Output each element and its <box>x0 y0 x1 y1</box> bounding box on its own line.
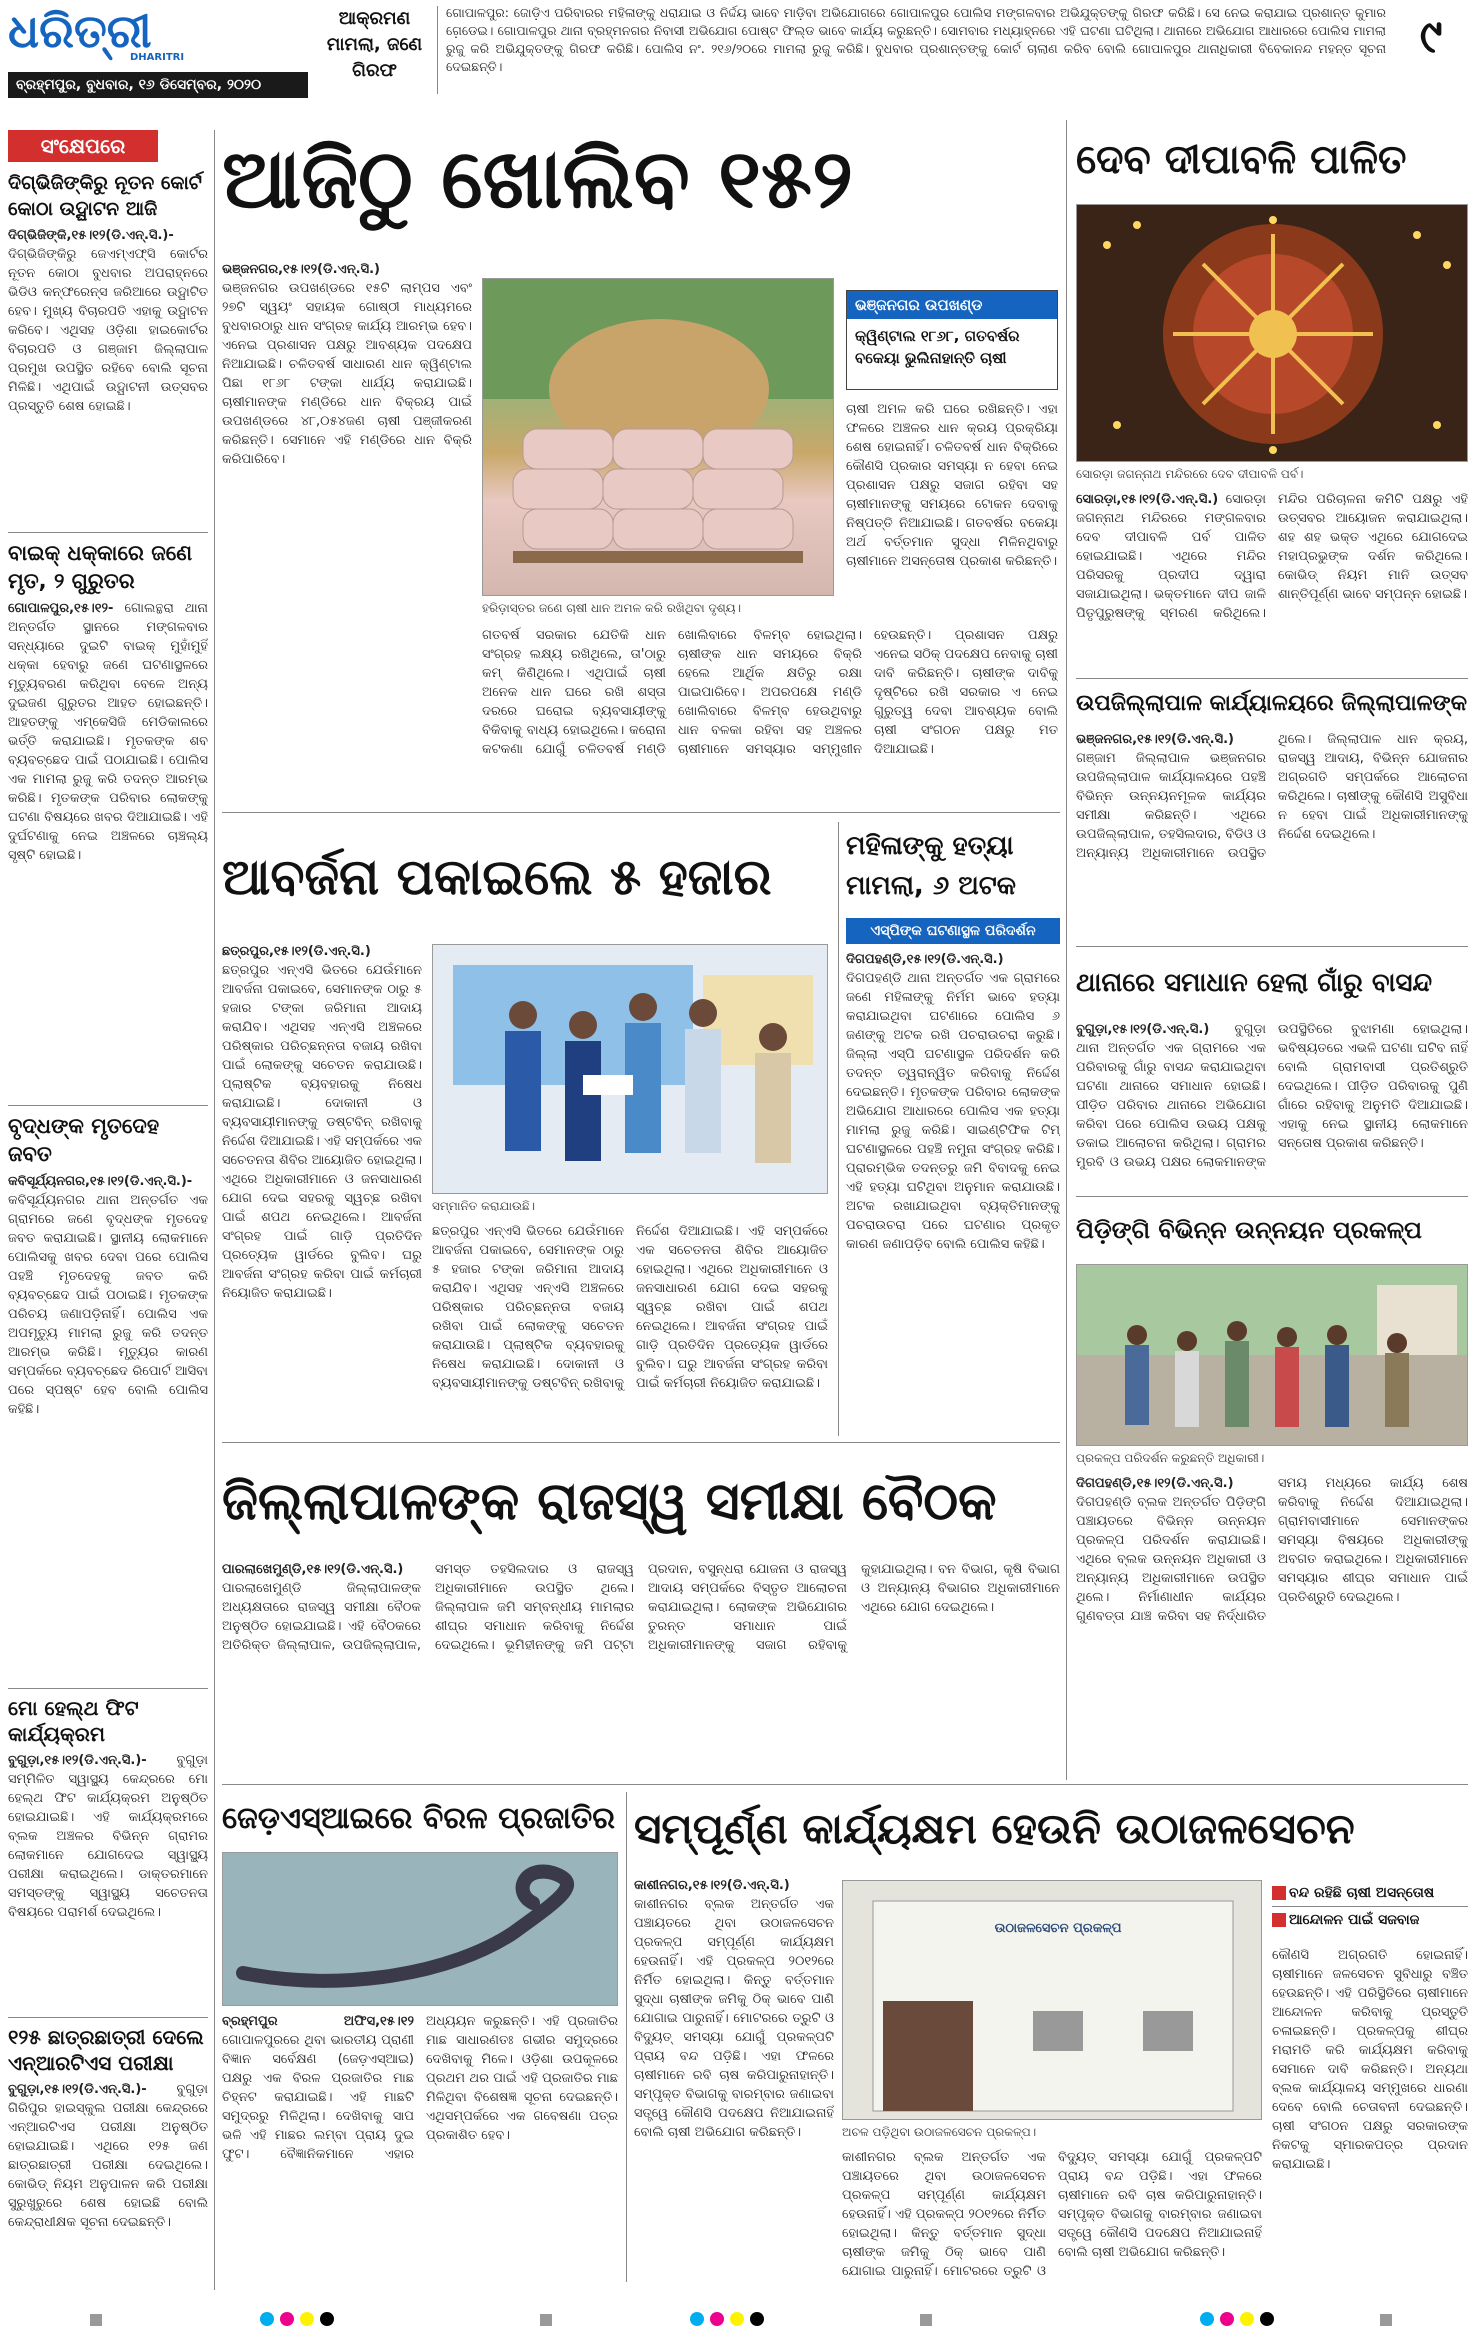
date-text: ବ୍ରହ୍ମପୁର, ବୁଧବାର, ୧୬ ଡିସେମ୍ବର, ୨୦୨୦ <box>16 77 262 93</box>
masthead <box>0 0 1476 100</box>
bottom-top-rule <box>222 1784 1468 1785</box>
sidebar-item-title: ଦିଗ୍ଭିଜିଙ୍କିରୁ ନୂତନ କୋର୍ଟ କୋଠା ଉଦ୍ଘାଟନ ଆଜି <box>8 172 202 220</box>
garbage-top-rule <box>222 812 1060 813</box>
irrigation-photo <box>842 1880 1262 2120</box>
registration-dot-black <box>750 2312 764 2326</box>
registration-dot-magenta <box>280 2312 294 2326</box>
mandi-body-left: ଭଞ୍ଜନଗର,୧୫।୧୨(ଡି.ଏନ୍.ସି.) ଭଞ୍ଜନଗର ଉପଖଣ୍ଡରେ ୧୫ଟି ଲାମ୍ପସ ଏବଂ ୨୭ଟି ସ୍ୱୟଂ ସହାୟକ ଗୋଷ୍ଠୀ ମାଧ୍ୟମରେ ବୁଧବାରଠାରୁ ଧାନ ସଂଗ୍ରହ କାର୍ଯ୍ୟ ଆରମ୍ଭ ହେବ। ଏନେଇ ପ୍ରଶାସନ ପକ୍ଷରୁ ଆବଶ୍ୟକ ପଦକ୍ଷେପ ନିଆଯାଇଛି। ଚଳିତବର୍ଷ ସାଧାରଣ ଧାନ କ୍ୱିଣ୍ଟାଲ ପିଛା ୧୮୬୮ ଟଙ୍କା ଧାର୍ଯ୍ୟ କରାଯାଇଛି। ଚାଷୀମାନଙ୍କ ମଣ୍ଡିରେ ଧାନ ବିକ୍ରୟ ପାଇଁ ଉପଖଣ୍ଡରେ ୪୮,୦୫୪ଜଣ ଚାଷୀ ପଞ୍ଜୀକରଣ କରିଛନ୍ତି। ସେମାନେ ଏହି ମଣ୍ଡିରେ ଧାନ ବିକ୍ରି କରିପାରିବେ। <box>222 262 472 467</box>
garbage-photo-caption: ସମ୍ମାନିତ କରାଯାଉଛି। <box>432 1199 535 1213</box>
paddy-sacks-image <box>483 279 834 596</box>
logo-sub: DHARITRI <box>130 52 185 63</box>
murder-tag: ଏସ୍‌ପିଙ୍କ ଘଟଣାସ୍ଥଳ ପରିଦର୍ଶନ <box>846 918 1060 944</box>
subcollector-body: ଭଞ୍ଜନଗର,୧୫।୧୨(ଡି.ଏନ୍.ସି.) ଗଞ୍ଜାମ ଜିଲ୍ଲାପାଳ ଭଞ୍ଜନଗର ଉପଜିଲ୍ଲାପାଳ କାର୍ଯ୍ୟାଳୟରେ ପହଞ୍ଚି ବିଭିନ୍ନ ଉନ୍ନୟନମୂଳକ କାର୍ଯ୍ୟର ସମୀକ୍ଷା କରିଛନ୍ତି। ଏଥିରେ ଉପଜିଲ୍ଲାପାଳ, ତହସିଲଦାର, ବିଡିଓ ଓ ଅନ୍ୟାନ୍ୟ ଅଧିକାରୀମାନେ ଉପସ୍ଥିତ ଥିଲେ। ଜିଲ୍ଲାପାଳ ଧାନ କ୍ରୟ, ରାଜସ୍ୱ ଆଦାୟ, ବିଭିନ୍ନ ଯୋଜନାର ଅଗ୍ରଗତି ସମ୍ପର୍କରେ ଆଲୋଚନା କରିଥିଲେ। ଚାଷୀଙ୍କୁ କୌଣସି ଅସୁବିଧା ନ ହେବା ପାଇଁ ଅଧିକାରୀମାନଙ୍କୁ ନିର୍ଦ୍ଦେଶ ଦେଇଥିଲେ। <box>1076 732 1468 861</box>
logo-text: ଧରିତ୍ରୀ <box>8 6 152 58</box>
sidebar-item-title: ବାଇକ୍ ଧକ୍କାରେ ଜଣେ ମୃତ, ୨ ଗୁରୁତର <box>8 541 193 593</box>
village-headline: ଥାନାରେ ସମାଧାନ ହେଲା ଗାଁରୁ ବାସନ୍ଦ <box>1076 968 1433 998</box>
irrigation-photo-sign: ଉଠାଜଳସେଚନ ପ୍ରକଳ୍ପ <box>994 1921 1122 1936</box>
registration-dot-yellow <box>730 2312 744 2326</box>
deepavali-body: ସୋରଡ଼ା,୧୫।୧୨(ଡି.ଏନ୍.ସି.) ସୋରଡ଼ା ଜଗନ୍ନାଥ ମନ୍ଦିରରେ ମଙ୍ଗଳବାର ଦେବ ଦୀପାବଳି ପର୍ବ ପାଳିତ ହୋଇଯାଇଛି। ଏଥିରେ ମନ୍ଦିର ପରିସରକୁ ପ୍ରଦୀପ ଦ୍ୱାରା ସଜାଯାଇଥିଲା। ଭକ୍ତମାନେ ଦୀପ ଜାଳି ପିତୃପୁରୁଷଙ୍କୁ ସ୍ମରଣ କରିଥିଲେ। ମନ୍ଦିର ପରିଚାଳନା କମିଟି ପକ୍ଷରୁ ଏହି ଉତ୍ସବର ଆୟୋଜନ କରାଯାଇଥିଲା। ଶହ ଶହ ଭକ୍ତ ଏଥିରେ ଯୋଗଦେଇ ମହାପ୍ରଭୁଙ୍କ ଦର୍ଶନ କରିଥିଲେ। କୋଭିଡ୍ ନିୟମ ମାନି ଉତ୍ସବ ଶାନ୍ତିପୂର୍ଣ୍ଣ ଭାବେ ସମ୍ପନ୍ନ ହୋଇଛି। <box>1076 492 1468 621</box>
irrigation-headline: ସମ୍ପୂର୍ଣ୍ଣ କାର୍ଯ୍ୟକ୍ଷମ ହେଉନି ଉଠାଜଳସେଚନ <box>634 1804 1355 1853</box>
pidingi-top-rule <box>1076 1196 1468 1197</box>
registration-dot-magenta <box>1220 2312 1234 2326</box>
irrigation-side-tag: ଆନ୍ଦୋଳନ ପାଇଁ ସଜବାଜ <box>1272 1907 1468 1933</box>
collector-top-rule <box>222 1442 1060 1443</box>
sidebar-item-body: ବୁଗୁଡ଼ା,୧୫।୧୨(ଡି.ଏନ୍.ସି.)- ବୁଗୁଡ଼ା ଗିରିପୁର ହାଇସ୍କୁଲ ପରୀକ୍ଷା କେନ୍ଦ୍ରରେ ଏନ୍ଆରଟିଏସ ପରୀକ୍ଷା ଅନୁଷ୍ଠିତ ହୋଇଯାଇଛି। ଏଥିରେ ୧୨୫ ଜଣ ଛାତ୍ରଛାତ୍ରୀ ପରୀକ୍ଷା ଦେଇଥିଲେ। କୋଭିଡ୍ ନିୟମ ଅନୁପାଳନ କରି ପରୀକ୍ଷା ସୁରୁଖୁରୁରେ ଶେଷ ହୋଇଛି ବୋଲି କେନ୍ଦ୍ରାଧୀକ୍ଷକ ସୂଚନା ଦେଇଛନ୍ତି। <box>8 2082 208 2230</box>
mandi-sidebox-label: ଭଞ୍ଜନଗର ଉପଖଣ୍ଡ <box>847 291 1057 319</box>
felicitation-image <box>433 945 828 1194</box>
irrigation-body-bottom: କାଶୀନଗର ବ୍ଲକ ଅନ୍ତର୍ଗତ ଏକ ପଞ୍ଚାୟତରେ ଥିବା ଉଠାଜଳସେଚନ ପ୍ରକଳ୍ପ ସମ୍ପୂର୍ଣ୍ଣ କାର୍ଯ୍ୟକ୍ଷମ ହେଉନାହିଁ। ଏହି ପ୍ରକଳ୍ପ ୨୦୧୨ରେ ନିର୍ମିତ ହୋଇଥିଲା। କିନ୍ତୁ ବର୍ତ୍ତମାନ ସୁଦ୍ଧା ଚାଷୀଙ୍କ ଜମିକୁ ଠିକ୍ ଭାବେ ପାଣି ଯୋଗାଇ ପାରୁନାହିଁ। ମୋଟରରେ ତ୍ରୁଟି ଓ ବିଦ୍ୟୁତ୍ ସମସ୍ୟା ଯୋଗୁଁ ପ୍ରକଳ୍ପଟି ପ୍ରାୟ ବନ୍ଦ ପଡ଼ିଛି। ଏହା ଫଳରେ ଚାଷୀମାନେ ରବି ଚାଷ କରିପାରୁନାହାନ୍ତି। ସମ୍ପୃକ୍ତ ବିଭାଗକୁ ବାରମ୍ବାର ଜଣାଇବା ସତ୍ତ୍ୱେ କୌଣସି ପଦକ୍ଷେପ ନିଆଯାଇନାହିଁ ବୋଲି ଚାଷୀ ଅଭିଯୋଗ କରିଛନ୍ତି। <box>842 2150 1262 2279</box>
village-top-rule <box>1076 946 1468 947</box>
sidebar-item-body: ଦିଗ୍ଭିଜିଙ୍କି,୧୫।୧୨(ଡି.ଏନ୍.ସି.)- ଦିଗ୍ଭିଜିଙ୍କିରୁ ଜେଏମ୍ଏଫ୍‌ସି କୋର୍ଟର ନୂତନ କୋଠା ବୁଧବାର ଅପରାହ୍ନରେ ଭିଡିଓ କନ୍ଫରେନ୍ସ ଜରିଆରେ ଉଦ୍ଘାଟିତ ହେବ। ମୁଖ୍ୟ ବିଚାରପତି ଏହାକୁ ଉଦ୍ଘାଟନ କରିବେ। ଏଥିସହ ଓଡ଼ିଶା ହାଇକୋର୍ଟର ବିଚାରପତି ଓ ଗଞ୍ଜାମ ଜିଲ୍ଲାପାଳ ପ୍ରମୁଖ ଉପସ୍ଥିତ ରହିବେ ବୋଲି ସୂଚନା ମିଳିଛି। ଏଥିପାଇଁ ଉଦ୍ଘାଟନୀ ଉତ୍ସବର ପ୍ରସ୍ତୁତି ଶେଷ ହୋଇଛି। <box>8 228 208 414</box>
sidebar-label: ସଂକ୍ଷେପରେ <box>8 130 158 162</box>
teaser-text: ଗୋପାଳପୁର: ଜୋଡ଼ିଏ ପରିବାରର ମହିଳାଙ୍କୁ ଧରାଯାଇ ଓ ନିର୍ଦ୍ଦୟ ଭାବେ ମାଡ଼ିବା ଅଭିଯୋଗରେ ଗୋପାଳପୁର ପୋଲିସ ମଙ୍ଗଳବାର ଅଭିଯୁକ୍ତଙ୍କୁ ଗିରଫ କରିଛି। ସେ ନେଇ କରାଯାଇ ପ୍ରଶାନ୍ତ କୁମାର ଗେଡେ଼ଇ। ଗୋପାଳପୁର ଥାନା ବ୍ରହ୍ମନଗର ନିବାସୀ ଅଭିଯୋଗ ପୋଷ୍ଟ ଫିଲ୍ଡ ଭାବେ କାର୍ଯ୍ୟ କରୁଛନ୍ତି। ସୋମବାର ମଧ୍ୟାହ୍ନରେ ଏହି ଘଟଣା ଘଟିଥିଲା। ଥାନାରେ ଅଭିଯୋଗ ଆଧାରରେ ପୋଲିସ ମାମଲା ରୁଜୁ କରି ଅଭିଯୁକ୍ତଙ୍କୁ ଗିରଫ କରିଛି। ପୋଲିସ ନଂ. ୨୧୬/୨୦ରେ ମାମଲା ରୁଜୁ କରିଛି। ବୁଧବାର ପ୍ରଶାନ୍ତଙ୍କୁ କୋର୍ଟ ଚାଲାଣ କରିବ ବୋଲି ଗୋପାଳପୁର ଥାନାଧିକାରୀ ବିବେକାନନ୍ଦ ମହନ୍ତ ସୂଚନା ଦେଇଛନ୍ତି। <box>446 5 1386 74</box>
irrigation-side-tag: ବନ୍ଦ ରହିଛି ଚାଷୀ ଅସନ୍ତୋଷ <box>1272 1880 1468 1907</box>
registration-bar <box>90 2314 102 2326</box>
pidingi-photo-caption: ପ୍ରକଳ୍ପ ପରିଦର୍ଶନ କରୁଛନ୍ତି ଅଧିକାରୀ। <box>1076 1451 1265 1465</box>
mandi-photo <box>482 278 834 596</box>
sidebar-item <box>8 170 208 526</box>
center-right-divider <box>1066 120 1067 1780</box>
collector-body: ପାରଲାଖେମୁଣ୍ଡି,୧୫।୧୨(ଡି.ଏନ୍.ସି.) ପାରଲାଖେମୁଣ୍ଡି ଜିଲ୍ଲାପାଳଙ୍କ ଅଧ୍ୟକ୍ଷତାରେ ରାଜସ୍ୱ ସମୀକ୍ଷା ବୈଠକ ଅନୁଷ୍ଠିତ ହୋଇଯାଇଛି। ଏହି ବୈଠକରେ ଅତିରିକ୍ତ ଜିଲ୍ଲାପାଳ, ଉପଜିଲ୍ଲାପାଳ, ସମସ୍ତ ତହସିଲଦାର ଓ ରାଜସ୍ୱ ଅଧିକାରୀମାନେ ଉପସ୍ଥିତ ଥିଲେ। ଜିଲ୍ଲାପାଳ ଜମି ସମ୍ବନ୍ଧୀୟ ମାମଲାର ଶୀଘ୍ର ସମାଧାନ କରିବାକୁ ନିର୍ଦ୍ଦେଶ ଦେଇଥିଲେ। ଭୂମିହୀନଙ୍କୁ ଜମି ପଟ୍ଟା ପ୍ରଦାନ, ବସୁନ୍ଧରା ଯୋଜନା ଓ ରାଜସ୍ୱ ଆଦାୟ ସମ୍ପର୍କରେ ବିସ୍ତୃତ ଆଲୋଚନା କରାଯାଇଥିଲା। ଲୋକଙ୍କ ଅଭିଯୋଗର ତୁରନ୍ତ ସମାଧାନ ପାଇଁ ଅଧିକାରୀମାନଙ୍କୁ ସଜାଗ ରହିବାକୁ କୁହାଯାଇଥିଲା। ବନ ବିଭାଗ, କୃଷି ବିଭାଗ ଓ ଅନ୍ୟାନ୍ୟ ବିଭାଗର ଅଧିକାରୀମାନେ ଏଥିରେ ଯୋଗ ଦେଇଥିଲେ। <box>222 1562 1060 1653</box>
mandi-body-bottom: ଗତବର୍ଷ ସରକାର ଯେତିକି ଧାନ ସଂଗ୍ରହ ଲକ୍ଷ୍ୟ ରଖିଥିଲେ, ତା'ଠାରୁ କମ୍ କିଣିଥିଲେ। ଏଥିପାଇଁ ଚାଷୀ ଅନେକ ଧାନ ଘରେ ରଖି ଶସ୍ତା ଦରରେ ଘରୋଇ ବ୍ୟବସାୟୀଙ୍କୁ ବିକିବାକୁ ବାଧ୍ୟ ହୋଇଥିଲେ। କରୋନା କଟକଣା ଯୋଗୁଁ ଚଳିତବର୍ଷ ମଣ୍ଡି ଖୋଲିବାରେ ବିଳମ୍ବ ହୋଇଥିଲା। ଚାଷୀଙ୍କ ଧାନ ସମୟରେ ବିକ୍ରି ହେଲେ ଆର୍ଥିକ କ୍ଷତିରୁ ରକ୍ଷା ପାଇପାରିବେ। ଅପରପକ୍ଷେ ମଣ୍ଡି ଖୋଲିବାରେ ବିଳମ୍ବ ହେଉଥିବାରୁ ଧାନ ବଳକା ରହିବା ସହ ଅଞ୍ଚଳର ଚାଷୀମାନେ ସମସ୍ୟାର ସମ୍ମୁଖୀନ ହେଉଛନ୍ତି। ପ୍ରଶାସନ ପକ୍ଷରୁ ଏନେଇ ସଠିକ୍ ପଦକ୍ଷେପ ନେବାକୁ ଚାଷୀ ଦାବି କରିଛନ୍ତି। ଚାଷୀଙ୍କ ଦାବିକୁ ଦୃଷ୍ଟିରେ ରଖି ସରକାର ଏ ନେଇ ଗୁରୁତ୍ୱ ଦେବା ଆବଶ୍ୟକ ବୋଲି ଚାଷୀ ସଂଗଠନ ପକ୍ଷରୁ ମତ ଦିଆଯାଇଛି। <box>482 628 1058 757</box>
registration-dot-magenta <box>710 2312 724 2326</box>
sidebar-item-body: ବୁଗୁଡ଼ା,୧୫।୧୨(ଡି.ଏନ୍.ସି.)- ବୁଗୁଡ଼ା ସମ୍ମିଳିତ ସ୍ୱାସ୍ଥ୍ୟ କେନ୍ଦ୍ରରେ ମୋ ହେଲ୍ଥ ଫିଟ କାର୍ଯ୍ୟକ୍ରମ ଅନୁଷ୍ଠିତ ହୋଇଯାଇଛି। ଏହି କାର୍ଯ୍ୟକ୍ରମରେ ବ୍ଲକ ଅଞ୍ଚଳର ବିଭିନ୍ନ ଗ୍ରାମର ଲୋକମାନେ ଯୋଗଦେଇ ସ୍ୱାସ୍ଥ୍ୟ ପରୀକ୍ଷା କରାଇଥିଲେ। ଡାକ୍ତରମାନେ ସମସ୍ତଙ୍କୁ ସ୍ୱାସ୍ଥ୍ୟ ସଚେତନତା ବିଷୟରେ ପରାମର୍ଶ ଦେଇଥିଲେ। <box>8 1753 208 1920</box>
mandi-sidebox-text: କ୍ୱିଣ୍ଟାଲ ୧୮୬୮, ଗତବର୍ଷର ବକେୟା ଭୁଲିନାହାନ୍ତି ଚାଷୀ <box>855 327 1020 367</box>
sidebar-item <box>8 2017 208 2290</box>
fish-divider <box>626 1792 627 2282</box>
garbage-headline: ଆବର୍ଜନା ପକାଇଲେ ୫ ହଜାର <box>222 848 772 906</box>
irrigation-body-left: କାଶୀନଗର,୧୫।୧୨(ଡି.ଏନ୍.ସି.) କାଶୀନଗର ବ୍ଲକ ଅନ୍ତର୍ଗତ ଏକ ପଞ୍ଚାୟତରେ ଥିବା ଉଠାଜଳସେଚନ ପ୍ରକଳ୍ପ ସମ୍ପୂର୍ଣ୍ଣ କାର୍ଯ୍ୟକ୍ଷମ ହେଉନାହିଁ। ଏହି ପ୍ରକଳ୍ପ ୨୦୧୨ରେ ନିର୍ମିତ ହୋଇଥିଲା। କିନ୍ତୁ ବର୍ତ୍ତମାନ ସୁଦ୍ଧା ଚାଷୀଙ୍କ ଜମିକୁ ଠିକ୍ ଭାବେ ପାଣି ଯୋଗାଇ ପାରୁନାହିଁ। ମୋଟରରେ ତ୍ରୁଟି ଓ ବିଦ୍ୟୁତ୍ ସମସ୍ୟା ଯୋଗୁଁ ପ୍ରକଳ୍ପଟି ପ୍ରାୟ ବନ୍ଦ ପଡ଼ିଛି। ଏହା ଫଳରେ ଚାଷୀମାନେ ରବି ଚାଷ କରିପାରୁନାହାନ୍ତି। ସମ୍ପୃକ୍ତ ବିଭାଗକୁ ବାରମ୍ବାର ଜଣାଇବା ସତ୍ତ୍ୱେ କୌଣସି ପଦକ୍ଷେପ ନିଆଯାଇନାହିଁ ବୋଲି ଚାଷୀ ଅଭିଯୋଗ କରିଛନ୍ତି। <box>634 1878 834 2140</box>
registration-dot-black <box>320 2312 334 2326</box>
murder-divider <box>838 822 839 1436</box>
murder-headline: ମହିଳାଙ୍କୁ ହତ୍ୟା ମାମଲା, ୬ ଅଟକ <box>846 831 1016 901</box>
sidebar-item-title: ୧୨୫ ଛାତ୍ରଛାତ୍ରୀ ଦେଲେ ଏନ୍ଆରଟିଏସ ପରୀକ୍ଷା <box>8 2025 204 2075</box>
irrigation-side-tags <box>1272 1880 1468 1940</box>
mandi-sidebox <box>846 290 1058 390</box>
deepavali-headline: ଦେବ ଦୀପାବଳି ପାଳିତ <box>1076 137 1407 183</box>
fish-body-left: ବ୍ରହ୍ମପୁର ଅଫିସ,୧୫।୧୨ ଗୋପାଳପୁରରେ ଥିବା ଭାରତୀୟ ପ୍ରାଣୀ ବିଜ୍ଞାନ ସର୍ବେକ୍ଷଣ (ଜେଡ଼ଏସ୍ଆଇ) ପକ୍ଷରୁ ଏକ ବିରଳ ପ୍ରଜାତିର ମାଛ ଚିହ୍ନଟ କରାଯାଇଛି। ଏହି ମାଛଟି ସମୁଦ୍ରରୁ ମିଳିଥିଲା। ଦେଖିବାକୁ ସାପ ଭଳି ଏହି ମାଛର ଲମ୍ବା ପ୍ରାୟ ଦୁଇ ଫୁଟ। ବୈଜ୍ଞାନିକମାନେ ଏହାର ଅଧ୍ୟୟନ କରୁଛନ୍ତି। ଏହି ପ୍ରଜାତିର ମାଛ ସାଧାରଣତଃ ଗଭୀର ସମୁଦ୍ରରେ ଦେଖିବାକୁ ମିଳେ। ଓଡ଼ିଶା ଉପକୂଳରେ ପ୍ରଥମ ଥର ପାଇଁ ଏହି ପ୍ରଜାତିର ମାଛ ମିଳିଥିବା ବିଶେଷଜ୍ଞ ସୂଚନା ଦେଇଛନ୍ତି। ଏଥିସମ୍ପର୍କରେ ଏକ ଗବେଷଣା ପତ୍ର ପ୍ରକାଶିତ ହେବ। <box>222 2014 618 2162</box>
print-registration-footer <box>0 2300 1476 2339</box>
garbage-body-bottom: ଛତ୍ରପୁର ଏନ୍ଏସି ଭିତରେ ଯେଉଁମାନେ ଆବର୍ଜନା ପକାଇବେ, ସେମାନଙ୍କ ଠାରୁ ୫ ହଜାର ଟଙ୍କା ଜରିମାନା ଆଦାୟ କରାଯିବ। ଏଥିସହ ଏନ୍ଏସି ଅଞ୍ଚଳରେ ପରିଷ୍କାର ପରିଚ୍ଛନ୍ନତା ବଜାୟ ରଖିବା ପାଇଁ ଲୋକଙ୍କୁ ସଚେତନ କରାଯାଉଛି। ପ୍ଲାଷ୍ଟିକ ବ୍ୟବହାରକୁ ନିଷେଧ କରାଯାଇଛି। ଦୋକାନୀ ଓ ବ୍ୟବସାୟୀମାନଙ୍କୁ ଡଷ୍ଟବିନ୍ ରଖିବାକୁ ନିର୍ଦ୍ଦେଶ ଦିଆଯାଇଛି। ଏହି ସମ୍ପର୍କରେ ଏକ ସଚେତନତା ଶିବିର ଆୟୋଜିତ ହୋଇଥିଲା। ଏଥିରେ ଅଧିକାରୀମାନେ ଓ ଜନସାଧାରଣ ଯୋଗ ଦେଇ ସହରକୁ ସ୍ୱଚ୍ଛ ରଖିବା ପାଇଁ ଶପଥ ନେଇଥିଲେ। ଆବର୍ଜନା ସଂଗ୍ରହ ପାଇଁ ଗାଡ଼ି ପ୍ରତିଦିନ ପ୍ରତ୍ୟେକ ୱାର୍ଡରେ ବୁଲିବ। ଘରୁ ଆବର୍ଜନା ସଂଗ୍ରହ କରିବା ପାଇଁ କର୍ମଚାରୀ ନିୟୋଜିତ କରାଯାଇଛି। <box>432 1224 828 1391</box>
bullet-square-icon <box>1272 1886 1286 1900</box>
sidebar-item <box>8 1105 208 1682</box>
garbage-photo <box>432 944 828 1194</box>
registration-dot-cyan <box>690 2312 704 2326</box>
registration-bar <box>1380 2314 1392 2326</box>
fish-photo <box>222 1852 618 2006</box>
murder-body: ଦିଗପହଣ୍ଡି,୧୫।୧୨(ଡି.ଏନ୍.ସି.) ଦିଗପହଣ୍ଡି ଥାନା ଅନ୍ତର୍ଗତ ଏକ ଗ୍ରାମରେ ଜଣେ ମହିଳାଙ୍କୁ ନିର୍ମମ ଭାବେ ହତ୍ୟା କରାଯାଇଥିବା ଘଟଣାରେ ପୋଲିସ ୬ ଜଣଙ୍କୁ ଅଟକ ରଖି ପଚରାଉଚରା କରୁଛି। ଜିଲ୍ଲା ଏସ୍‌ପି ଘଟଣାସ୍ଥଳ ପରିଦର୍ଶନ କରି ତଦନ୍ତ ତ୍ୱରାନ୍ୱିତ କରିବାକୁ ନିର୍ଦ୍ଦେଶ ଦେଇଛନ୍ତି। ମୃତକଙ୍କ ପରିବାର ଲୋକଙ୍କ ଅଭିଯୋଗ ଆଧାରରେ ପୋଲିସ ଏକ ହତ୍ୟା ମାମଲା ରୁଜୁ କରିଛି। ସାଇଣ୍ଟିଫିକ ଟିମ୍ ଘଟଣାସ୍ଥଳରେ ପହଞ୍ଚି ନମୁନା ସଂଗ୍ରହ କରିଛି। ପ୍ରାରମ୍ଭିକ ତଦନ୍ତରୁ ଜମି ବିବାଦକୁ ନେଇ ଏହି ହତ୍ୟା ଘଟିଥିବା ଅନୁମାନ କରାଯାଉଛି। ଅଟକ ରଖାଯାଇଥିବା ବ୍ୟକ୍ତିମାନଙ୍କୁ ପଚରାଉଚରା ପରେ ଘଟଣାର ପ୍ରକୃତ କାରଣ ଜଣାପଡ଼ିବ ବୋଲି ପୋଲିସ କହିଛି। <box>846 952 1060 1252</box>
eel-fish-image <box>223 1853 618 2006</box>
irrigation-photo-caption: ଅଚଳ ପଡ଼ିଥିବା ଉଠାଜଳସେଚନ ପ୍ରକଳ୍ପ। <box>842 2125 1037 2139</box>
deepavali-photo <box>1076 204 1468 462</box>
logo <box>8 6 228 68</box>
page-number: ୯ <box>1419 9 1443 63</box>
pidingi-body: ଦିଗପହଣ୍ଡି,୧୫।୧୨(ଡି.ଏନ୍.ସି.) ଦିଗପହଣ୍ଡି ବ୍ଲକ ଅନ୍ତର୍ଗତ ପିଡ଼ିଙ୍ଗି ପଞ୍ଚାୟତରେ ବିଭିନ୍ନ ଉନ୍ନୟନ ପ୍ରକଳ୍ପ ପରିଦର୍ଶନ କରାଯାଇଛି। ଏଥିରେ ବ୍ଲକ ଉନ୍ନୟନ ଅଧିକାରୀ ଓ ଅନ୍ୟାନ୍ୟ ଅଧିକାରୀମାନେ ଉପସ୍ଥିତ ଥିଲେ। ନିର୍ମାଣାଧୀନ କାର୍ଯ୍ୟର ଗୁଣବତ୍ତା ଯାଞ୍ଚ କରିବା ସହ ନିର୍ଦ୍ଧାରିତ ସମୟ ମଧ୍ୟରେ କାର୍ଯ୍ୟ ଶେଷ କରିବାକୁ ନିର୍ଦ୍ଦେଶ ଦିଆଯାଇଥିଲା। ଗ୍ରାମବାସୀମାନେ ସେମାନଙ୍କର ସମସ୍ୟା ବିଷୟରେ ଅଧିକାରୀଙ୍କୁ ଅବଗତ କରାଇଥିଲେ। ଅଧିକାରୀମାନେ ସମସ୍ୟାର ଶୀଘ୍ର ସମାଧାନ ପାଇଁ ପ୍ରତିଶ୍ରୁତି ଦେଇଥିଲେ। <box>1076 1476 1468 1624</box>
sidebar-item-body: ଗୋପାଳପୁର,୧୫।୧୨- ଗୋଲନ୍ଥରା ଥାନା ଅନ୍ତର୍ଗତ ସ୍ଥାନରେ ମଙ୍ଗଳବାର ସନ୍ଧ୍ୟାରେ ଦୁଇଟି ବାଇକ୍ ମୁହାଁମୁହିଁ ଧକ୍କା ହେବାରୁ ଜଣେ ଘଟଣାସ୍ଥଳରେ ମୃତ୍ୟୁବରଣ କରିଥିବା ବେଳେ ଅନ୍ୟ ଦୁଇଜଣ ଗୁରୁତର ଆହତ ହୋଇଛନ୍ତି। ଆହତଙ୍କୁ ଏମ୍‌କେସିଜି ମେଡିକାଲରେ ଭର୍ତ୍ତି କରାଯାଇଛି। ମୃତକଙ୍କ ଶବ ବ୍ୟବଚ୍ଛେଦ ପାଇଁ ପଠାଯାଇଛି। ପୋଲିସ ଏକ ମାମଲା ରୁଜୁ କରି ତଦନ୍ତ ଆରମ୍ଭ କରିଛି। ମୃତକଙ୍କ ପରିବାର ଲୋକଙ୍କୁ ଘଟଣା ବିଷୟରେ ଖବର ଦିଆଯାଇଛି। ଏହି ଦୁର୍ଘଟଣାକୁ ନେଇ ଅଞ୍ଚଳରେ ଚାଞ୍ଚଲ୍ୟ ସୃଷ୍ଟି ହୋଇଛି। <box>8 601 208 863</box>
registration-dot-black <box>1260 2312 1274 2326</box>
sidebar-item-title: ବୃଦ୍ଧଙ୍କ ମୃତଦେହ ଜବତ <box>8 1114 160 1166</box>
village-body: ବୁଗୁଡ଼ା,୧୫।୧୨(ଡି.ଏନ୍.ସି.) ବୁଗୁଡ଼ା ଥାନା ଅନ୍ତର୍ଗତ ଏକ ଗ୍ରାମରେ ଏକ ପରିବାରକୁ ଗାଁରୁ ବାସନ୍ଦ କରାଯାଇଥିବା ଘଟଣା ଥାନାରେ ସମାଧାନ ହୋଇଛି। ପୀଡ଼ିତ ପରିବାର ଥାନାରେ ଅଭିଯୋଗ କରିବା ପରେ ପୋଲିସ ଉଭୟ ପକ୍ଷକୁ ଡକାଇ ଆଲୋଚନା କରିଥିଲା। ଗ୍ରାମର ମୁରବି ଓ ଉଭୟ ପକ୍ଷର ଲୋକମାନଙ୍କ ଉପସ୍ଥିତିରେ ବୁଝାମଣା ହୋଇଥିଲା। ଭବିଷ୍ୟତରେ ଏଭଳି ଘଟଣା ଘଟିବ ନାହିଁ ବୋଲି ଗ୍ରାମବାସୀ ପ୍ରତିଶ୍ରୁତି ଦେଇଥିଲେ। ପୀଡ଼ିତ ପରିବାରକୁ ପୁଣି ଗାଁରେ ରହିବାକୁ ଅନୁମତି ଦିଆଯାଇଛି। ଏହାକୁ ନେଇ ସ୍ଥାନୀୟ ଲୋକମାନେ ସନ୍ତୋଷ ପ୍ରକାଶ କରିଛନ୍ତି। <box>1076 1022 1468 1170</box>
pidingi-headline: ପିଡ଼ିଙ୍ଗି ବିଭିନ୍ନ ଉନ୍ନୟନ ପ୍ରକଳ୍ପ <box>1076 1216 1422 1244</box>
registration-dot-yellow <box>300 2312 314 2326</box>
teaser-title: ଆକ୍ରମଣ ମାମଲା, ଜଣେ ଗିରଫ <box>318 6 438 94</box>
subcollector-top-rule <box>1076 678 1468 679</box>
dateline-bar <box>8 72 308 98</box>
sidebar-item-body: କବିସୂର୍ଯ୍ୟନଗର,୧୫।୧୨(ଡି.ଏନ୍.ସି.)- କବିସୂର୍ଯ୍ୟନଗର ଥାନା ଅନ୍ତର୍ଗତ ଏକ ଗ୍ରାମରେ ଜଣେ ବୃଦ୍ଧଙ୍କ ମୃତଦେହ ଜବତ କରାଯାଇଛି। ସ୍ଥାନୀୟ ଲୋକମାନେ ପୋଲିସକୁ ଖବର ଦେବା ପରେ ପୋଲିସ ପହଞ୍ଚି ମୃତଦେହକୁ ଜବତ କରି ବ୍ୟବଚ୍ଛେଦ ପାଇଁ ପଠାଇଛି। ମୃତକଙ୍କ ପରିଚୟ ଜଣାପଡ଼ିନାହିଁ। ପୋଲିସ ଏକ ଅପମୃତ୍ୟୁ ମାମଲା ରୁଜୁ କରି ତଦନ୍ତ ଆରମ୍ଭ କରିଛି। ମୃତ୍ୟୁର କାରଣ ସମ୍ପର୍କରେ ବ୍ୟବଚ୍ଛେଦ ରିପୋର୍ଟ ଆସିବା ପରେ ସ୍ପଷ୍ଟ ହେବ ବୋଲି ପୋଲିସ କହିଛି। <box>8 1174 208 1417</box>
subcollector-headline: ଉପଜିଲ୍ଲାପାଳ କାର୍ଯ୍ୟାଳୟରେ ଜିଲ୍ଲାପାଳଙ୍କ <box>1076 691 1467 716</box>
pump-house-image <box>843 1881 1262 2120</box>
registration-bar <box>540 2314 552 2326</box>
registration-bar <box>920 2314 932 2326</box>
site-visit-image <box>1077 1265 1468 1446</box>
collector-headline: ଜିଲ୍ଲାପାଳଙ୍କ ରାଜସ୍ୱ ସମୀକ୍ଷା ବୈଠକ <box>222 1472 997 1532</box>
pidingi-photo <box>1076 1264 1468 1446</box>
lamps-image <box>1077 205 1468 462</box>
irrigation-side-body: କୌଣସି ଅଗ୍ରଗତି ହୋଇନାହିଁ। ଚାଷୀମାନେ ଜଳସେଚନ ସୁବିଧାରୁ ବଞ୍ଚିତ ହେଉଛନ୍ତି। ଏହି ପରିସ୍ଥିତିରେ ଚାଷୀମାନେ ଆନ୍ଦୋଳନ କରିବାକୁ ପ୍ରସ୍ତୁତି ଚଳାଇଛନ୍ତି। ପ୍ରକଳ୍ପକୁ ଶୀଘ୍ର ମରାମତି କରି କାର୍ଯ୍ୟକ୍ଷମ କରିବାକୁ ସେମାନେ ଦାବି କରିଛନ୍ତି। ଅନ୍ୟଥା ବ୍ଲକ କାର୍ଯ୍ୟାଳୟ ସମ୍ମୁଖରେ ଧାରଣା ଦେବେ ବୋଲି ଚେତାବନୀ ଦେଇଛନ୍ତି। ଚାଷୀ ସଂଗଠନ ପକ୍ଷରୁ ସରକାରଙ୍କ ନିକଟକୁ ସ୍ମାରକପତ୍ର ପ୍ରଦାନ କରାଯାଇଛି। <box>1272 1948 1468 2172</box>
sidebar-item-title: ମୋ ହେଲ୍ଥ ଫିଟ କାର୍ଯ୍ୟକ୍ରମ <box>8 1696 139 1746</box>
bullet-square-icon <box>1272 1913 1286 1927</box>
sidebar <box>8 130 208 2290</box>
sidebar-divider <box>214 130 215 2290</box>
mandi-headline: ଆଜିଠୁ ଖୋଲିବ ୧୫୨ <box>222 132 853 227</box>
registration-dot-cyan <box>260 2312 274 2326</box>
registration-dot-cyan <box>1200 2312 1214 2326</box>
registration-dot-yellow <box>1240 2312 1254 2326</box>
sidebar-item <box>8 532 208 1099</box>
garbage-body-left: ଛତ୍ରପୁର,୧୫।୧୨(ଡି.ଏନ୍.ସି.) ଛତ୍ରପୁର ଏନ୍ଏସି ଭିତରେ ଯେଉଁମାନେ ଆବର୍ଜନା ପକାଇବେ, ସେମାନଙ୍କ ଠାରୁ ୫ ହଜାର ଟଙ୍କା ଜରିମାନା ଆଦାୟ କରାଯିବ। ଏଥିସହ ଏନ୍ଏସି ଅଞ୍ଚଳରେ ପରିଷ୍କାର ପରିଚ୍ଛନ୍ନତା ବଜାୟ ରଖିବା ପାଇଁ ଲୋକଙ୍କୁ ସଚେତନ କରାଯାଉଛି। ପ୍ଲାଷ୍ଟିକ ବ୍ୟବହାରକୁ ନିଷେଧ କରାଯାଇଛି। ଦୋକାନୀ ଓ ବ୍ୟବସାୟୀମାନଙ୍କୁ ଡଷ୍ଟବିନ୍ ରଖିବାକୁ ନିର୍ଦ୍ଦେଶ ଦିଆଯାଇଛି। ଏହି ସମ୍ପର୍କରେ ଏକ ସଚେତନତା ଶିବିର ଆୟୋଜିତ ହୋଇଥିଲା। ଏଥିରେ ଅଧିକାରୀମାନେ ଓ ଜନସାଧାରଣ ଯୋଗ ଦେଇ ସହରକୁ ସ୍ୱଚ୍ଛ ରଖିବା ପାଇଁ ଶପଥ ନେଇଥିଲେ। ଆବର୍ଜନା ସଂଗ୍ରହ ପାଇଁ ଗାଡ଼ି ପ୍ରତିଦିନ ପ୍ରତ୍ୟେକ ୱାର୍ଡରେ ବୁଲିବ। ଘରୁ ଆବର୍ଜନା ସଂଗ୍ରହ କରିବା ପାଇଁ କର୍ମଚାରୀ ନିୟୋଜିତ କରାଯାଇଛି। <box>222 944 422 1301</box>
mandi-body-right: ଚାଷୀ ଅମଳ କରି ଘରେ ରଖିଛନ୍ତି। ଏହା ଫଳରେ ଅଞ୍ଚଳର ଧାନ କ୍ରୟ ପ୍ରକ୍ରିୟା ଶେଷ ହୋଇନାହିଁ। ଚଳିତବର୍ଷ ଧାନ ବିକ୍ରିରେ କୌଣସି ପ୍ରକାର ସମସ୍ୟା ନ ହେବା ନେଇ ପ୍ରଶାସନ ପକ୍ଷରୁ ସଜାଗ ରହିବା ସହ ଚାଷୀମାନଙ୍କୁ ସମୟରେ ଟୋକନ ଦେବାକୁ ନିଷ୍ପତ୍ତି ନିଆଯାଇଛି। ଗତବର୍ଷର ବକେୟା ଅର୍ଥ ବର୍ତ୍ତମାନ ସୁଦ୍ଧା ମିଳିନଥିବାରୁ ଚାଷୀମାନେ ଅସନ୍ତୋଷ ପ୍ରକାଶ କରିଛନ୍ତି। <box>846 402 1058 569</box>
mandi-photo-caption: ହରିଡ଼ାସ୍ତର ଜଣେ ଚାଷୀ ଧାନ ଅମଳ କରି ରଖିଥିବା ଦୃଶ୍ୟ। <box>482 601 741 615</box>
deepavali-photo-caption: ସୋରଡ଼ା ଜଗନ୍ନାଥ ମନ୍ଦିରରେ ଦେବ ଦୀପାବଳି ପର୍ବ। <box>1076 467 1304 481</box>
fish-headline: ଜେଡ଼ଏସ୍ଆଇରେ ବିରଳ ପ୍ରଜାତିର <box>222 1801 616 1836</box>
sidebar-item <box>8 1688 208 2011</box>
